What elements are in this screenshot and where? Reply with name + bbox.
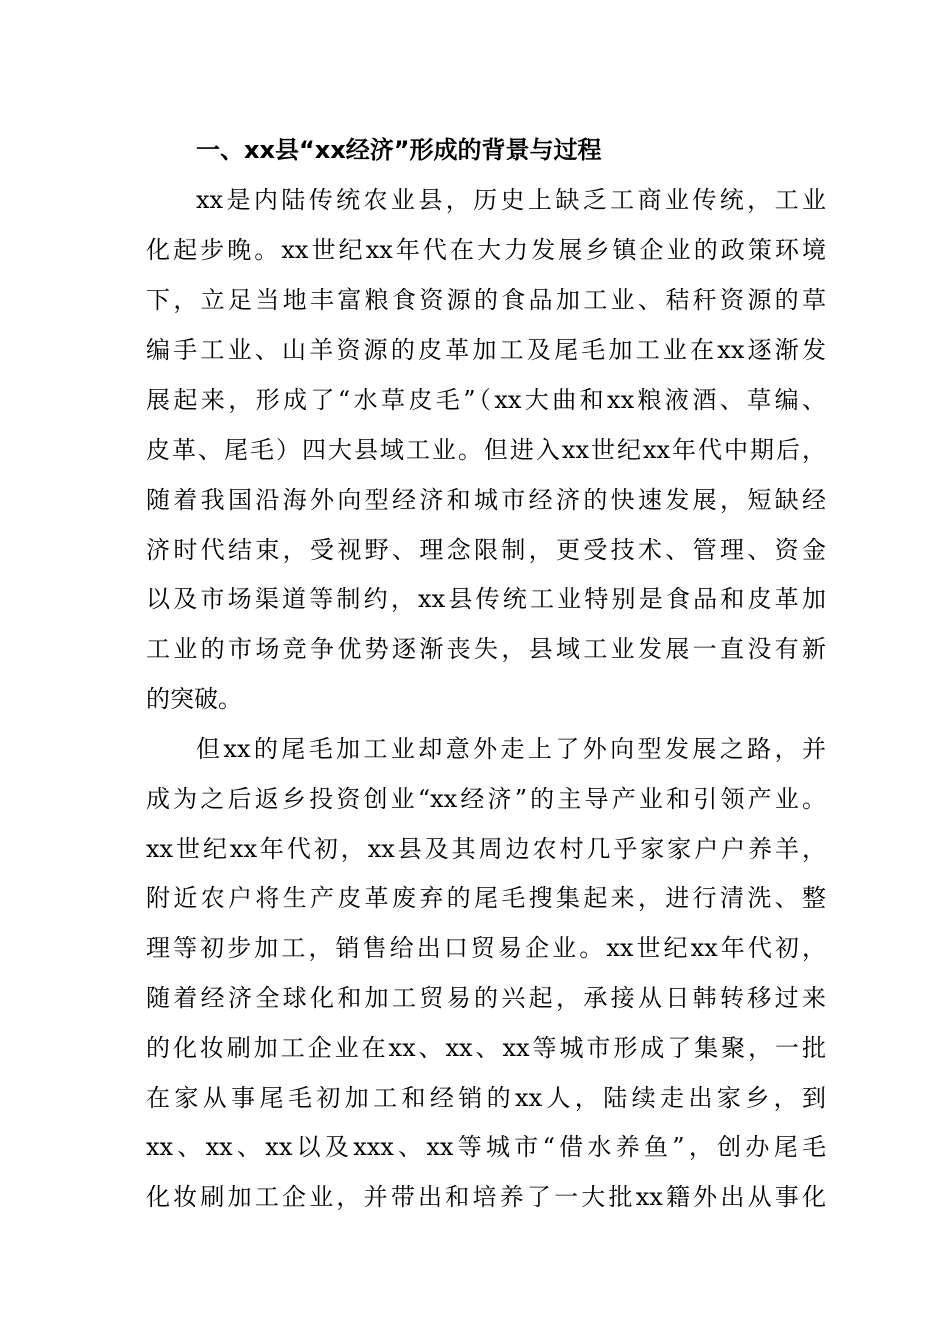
paragraph-2-line: 附近农户将生产皮革废弃的尾毛搜集起来，进行清洗、整 xyxy=(146,884,826,912)
paragraph-2-line: 但xx的尾毛加工业却意外走上了外向型发展之路，并 xyxy=(196,735,826,763)
paragraph-1-line: 编手工业、山羊资源的皮革加工及尾毛加工业在xx逐渐发 xyxy=(146,336,826,364)
paragraph-1-line: 皮革、尾毛）四大县域工业。但进入xx世纪xx年代中期后， xyxy=(146,436,826,464)
paragraph-1-line: 的突破。 xyxy=(146,685,242,713)
paragraph-2-line: 在家从事尾毛初加工和经销的xx人，陆续走出家乡，到 xyxy=(146,1084,826,1112)
paragraph-1-line: 下，立足当地丰富粮食资源的食品加工业、秸秆资源的草 xyxy=(146,286,826,314)
paragraph-2-line: 化妆刷加工企业，并带出和培养了一大批xx籍外出从事化 xyxy=(146,1183,826,1211)
paragraph-2-line: 成为之后返乡投资创业“xx经济”的主导产业和引领产业。 xyxy=(146,785,826,813)
paragraph-1-line: 以及市场渠道等制约，xx县传统工业特别是食品和皮革加 xyxy=(146,585,826,613)
paragraph-1-line: 随着我国沿海外向型经济和城市经济的快速发展，短缺经 xyxy=(146,486,826,514)
paragraph-1-line: 工业的市场竞争优势逐渐丧失，县域工业发展一直没有新 xyxy=(146,635,826,663)
paragraph-2-line: xx世纪xx年代初，xx县及其周边农村几乎家家户户养羊， xyxy=(146,835,826,863)
paragraph-2-line: 的化妆刷加工企业在xx、xx、xx等城市形成了集聚，一批 xyxy=(146,1034,826,1062)
section-heading: 一、xx县“xx经济”形成的背景与过程 xyxy=(196,136,602,164)
paragraph-1-line: xx是内陆传统农业县，历史上缺乏工商业传统，工业 xyxy=(196,186,826,214)
paragraph-1-line: 化起步晚。xx世纪xx年代在大力发展乡镇企业的政策环境 xyxy=(146,236,826,264)
paragraph-2-line: xx、xx、xx以及xxx、xx等城市“借水养鱼”，创办尾毛 xyxy=(146,1133,826,1161)
paragraph-2-line: 理等初步加工，销售给出口贸易企业。xx世纪xx年代初， xyxy=(146,934,826,962)
paragraph-1-line: 展起来，形成了“水草皮毛”（xx大曲和xx粮液酒、草编、 xyxy=(146,386,826,414)
paragraph-2-line: 随着经济全球化和加工贸易的兴起，承接从日韩转移过来 xyxy=(146,984,826,1012)
paragraph-1-line: 济时代结束，受视野、理念限制，更受技术、管理、资金 xyxy=(146,536,826,564)
